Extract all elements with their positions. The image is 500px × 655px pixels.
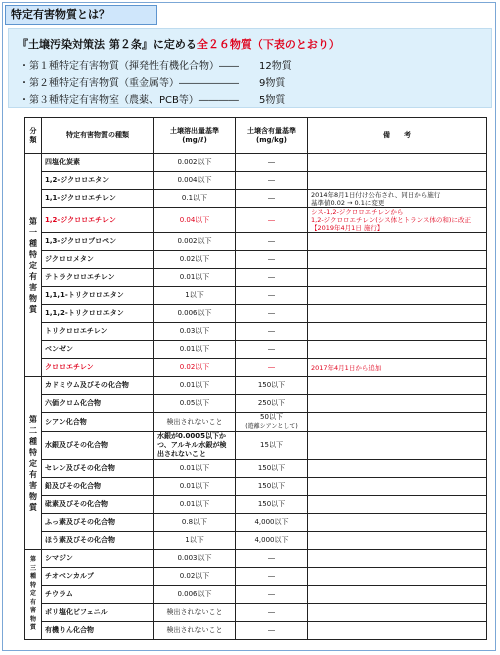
table-row <box>25 622 487 640</box>
content-standard <box>236 532 308 550</box>
content-standard: ― <box>236 287 308 305</box>
leach-standard: 0.006以下 <box>154 305 236 323</box>
content-standard: ― <box>236 208 308 233</box>
category-label <box>25 154 42 377</box>
content-standard <box>236 395 308 413</box>
table-row <box>25 208 487 233</box>
table-row <box>25 251 487 269</box>
substance-name: 有機りん化合物 <box>42 622 154 640</box>
table-row <box>25 478 487 496</box>
substance-name: チウラム <box>42 586 154 604</box>
content-value: 50以下 <box>260 413 283 421</box>
content-standard: ― <box>236 233 308 251</box>
intro-item-type2 <box>19 74 285 89</box>
intro-item-type1 <box>19 57 292 72</box>
header-content-unit: (mg/kg) <box>256 135 287 144</box>
note <box>308 323 487 341</box>
content-value: 150以下 <box>257 464 286 472</box>
substance-name: 1,2-ジクロロエチレン <box>42 208 154 233</box>
content-standard <box>236 413 308 432</box>
note <box>308 604 487 622</box>
category-label <box>25 377 42 550</box>
table-row <box>25 604 487 622</box>
substance-name: テトラクロロエチレン <box>42 269 154 287</box>
header-leach-standard <box>154 118 236 154</box>
content-standard: ― <box>236 622 308 640</box>
content-standard: ― <box>236 359 308 377</box>
note <box>308 550 487 568</box>
note <box>308 460 487 478</box>
substance-name: 六価クロム化合物 <box>42 395 154 413</box>
intro-item-type3 <box>19 91 285 106</box>
intro-heading-highlight: 全２６物質（下表のとおり） <box>196 38 340 51</box>
note <box>308 172 487 190</box>
header-note: 備 考 <box>308 118 487 154</box>
substance-name: 1,1,1-トリクロロエタン <box>42 287 154 305</box>
content-standard: ― <box>236 154 308 172</box>
note <box>308 287 487 305</box>
content-value: 150以下 <box>257 381 286 389</box>
substance-name: ふっ素及びその化合物 <box>42 514 154 532</box>
note <box>308 622 487 640</box>
category-label <box>25 550 42 640</box>
substance-name: シアン化合物 <box>42 413 154 432</box>
content-standard: ― <box>236 251 308 269</box>
table-row <box>25 287 487 305</box>
table-row <box>25 233 487 251</box>
table-row <box>25 432 487 460</box>
content-standard: ― <box>236 550 308 568</box>
header-content-standard <box>236 118 308 154</box>
content-standard: ― <box>236 323 308 341</box>
leach-standard: 0.02以下 <box>154 359 236 377</box>
content-standard: ― <box>236 190 308 208</box>
content-value: 250以下 <box>257 399 286 407</box>
leach-standard: 0.02以下 <box>154 251 236 269</box>
intro-item-label: ・第１種特定有害物質（揮発性有機化合物）―― <box>19 61 239 72</box>
substance-name: ベンゼン <box>42 341 154 359</box>
leach-standard: 0.05以下 <box>154 395 236 413</box>
substance-name: トリクロロエチレン <box>42 323 154 341</box>
leach-standard: 0.01以下 <box>154 496 236 514</box>
note <box>308 496 487 514</box>
leach-standard: 0.01以下 <box>154 341 236 359</box>
substance-name: 1,3-ジクロロプロペン <box>42 233 154 251</box>
leach-standard: 検出されないこと <box>154 604 236 622</box>
table-row <box>25 377 487 395</box>
leach-standard: 0.003以下 <box>154 550 236 568</box>
intro-heading-prefix: 『土壌汚染対策法 第２条』に定める <box>17 38 197 51</box>
substance-name: ジクロロメタン <box>42 251 154 269</box>
leach-standard: 0.8以下 <box>154 514 236 532</box>
note <box>308 478 487 496</box>
content-value: 4,000以下 <box>254 536 289 544</box>
content-value: 15以下 <box>260 441 283 449</box>
table-row <box>25 413 487 432</box>
note <box>308 377 487 395</box>
substance-name: 1,1-ジクロロエチレン <box>42 190 154 208</box>
intro-item-label: ・第３種特定有害物室（農薬、PCB等）―――― <box>19 95 239 106</box>
note <box>308 341 487 359</box>
leach-standard: 0.01以下 <box>154 269 236 287</box>
table-row <box>25 305 487 323</box>
note: シス-1,2-ジクロロエチレンから 1,2-ジクロロエチレン(シス体とトランス体の和)に改正 【2019年4月1日 施行】 <box>308 208 487 233</box>
intro-heading <box>17 36 340 52</box>
table-row <box>25 172 487 190</box>
note <box>308 154 487 172</box>
table-row <box>25 269 487 287</box>
content-value: 150以下 <box>257 500 286 508</box>
note <box>308 395 487 413</box>
category-text: 第二種特定有害物質 <box>29 414 37 512</box>
table-row <box>25 190 487 208</box>
leach-standard: 0.006以下 <box>154 586 236 604</box>
substance-name: 1,2-ジクロロエタン <box>42 172 154 190</box>
content-standard <box>236 460 308 478</box>
leach-standard: 1以下 <box>154 287 236 305</box>
table-row <box>25 514 487 532</box>
note: 2017年4月1日から追加 <box>308 359 487 377</box>
content-standard <box>236 377 308 395</box>
substance-name: 四塩化炭素 <box>42 154 154 172</box>
table-row <box>25 532 487 550</box>
content-standard: ― <box>236 269 308 287</box>
content-subnote: (遊離シアンとして) <box>245 423 298 430</box>
leach-standard: 1以下 <box>154 532 236 550</box>
leach-standard: 0.01以下 <box>154 478 236 496</box>
substances-table <box>24 117 487 640</box>
table-row <box>25 586 487 604</box>
substance-name: 1,1,2-トリクロロエタン <box>42 305 154 323</box>
intro-item-label: ・第２種特定有害物質（重金属等）―――――― <box>19 78 239 89</box>
intro-item-count: 5物質 <box>259 95 286 106</box>
content-standard <box>236 496 308 514</box>
substance-name: 水銀及びその化合物 <box>42 432 154 460</box>
table-row <box>25 359 487 377</box>
leach-standard: 0.04以下 <box>154 208 236 233</box>
content-standard <box>236 432 308 460</box>
note <box>308 233 487 251</box>
leach-standard: 0.004以下 <box>154 172 236 190</box>
leach-standard: 0.002以下 <box>154 154 236 172</box>
leach-standard: 検出されないこと <box>154 622 236 640</box>
page-title: 特定有害物質とは？ <box>5 5 157 25</box>
header-category: 分類 <box>25 118 42 154</box>
note <box>308 269 487 287</box>
leach-standard: 0.03以下 <box>154 323 236 341</box>
table-row <box>25 496 487 514</box>
table-row <box>25 395 487 413</box>
header-leach-label: 土壌溶出量基準 <box>170 126 219 135</box>
content-standard <box>236 478 308 496</box>
note <box>308 568 487 586</box>
leach-standard: 0.02以下 <box>154 568 236 586</box>
substance-name: カドミウム及びその化合物 <box>42 377 154 395</box>
intro-box <box>8 28 492 108</box>
substance-name: クロロエチレン <box>42 359 154 377</box>
leach-standard: 検出されないこと <box>154 413 236 432</box>
intro-item-count: 12物質 <box>259 61 292 72</box>
note <box>308 251 487 269</box>
table-row <box>25 460 487 478</box>
leach-standard: 0.01以下 <box>154 460 236 478</box>
header-substance-name: 特定有害物質の種類 <box>42 118 154 154</box>
leach-standard: 0.002以下 <box>154 233 236 251</box>
leach-standard: 水銀が0.0005以下かつ、アルキル水銀が検出されないこと <box>154 432 236 460</box>
note <box>308 413 487 432</box>
substance-name: ポリ塩化ビフェニル <box>42 604 154 622</box>
substance-name: シマジン <box>42 550 154 568</box>
content-standard: ― <box>236 341 308 359</box>
content-standard: ― <box>236 568 308 586</box>
intro-item-count: 9物質 <box>259 78 286 89</box>
note <box>308 514 487 532</box>
note <box>308 532 487 550</box>
substance-name: 鉛及びその化合物 <box>42 478 154 496</box>
table-row <box>25 341 487 359</box>
leach-standard: 0.1以下 <box>154 190 236 208</box>
table-row <box>25 323 487 341</box>
content-value: 150以下 <box>257 482 286 490</box>
category-text: 第一種特定有害物質 <box>29 216 37 314</box>
content-standard: ― <box>236 172 308 190</box>
substance-name: セレン及びその化合物 <box>42 460 154 478</box>
category-text: 第三種特定有害物質 <box>29 556 36 632</box>
note <box>308 432 487 460</box>
note <box>308 305 487 323</box>
header-leach-unit: (mg/ℓ) <box>182 135 207 144</box>
header-content-label: 土壌含有量基準 <box>247 126 296 135</box>
content-standard: ― <box>236 604 308 622</box>
substance-name: 砒素及びその化合物 <box>42 496 154 514</box>
table-header-row <box>25 118 487 154</box>
content-standard: ― <box>236 586 308 604</box>
table-row <box>25 550 487 568</box>
note: 2014年8月1日付け公布され、同日から施行 基準値0.02 → 0.1に変更 <box>308 190 487 208</box>
substance-name: ほう素及びその化合物 <box>42 532 154 550</box>
content-value: 4,000以下 <box>254 518 289 526</box>
table-row <box>25 568 487 586</box>
leach-standard: 0.01以下 <box>154 377 236 395</box>
content-standard: ― <box>236 305 308 323</box>
table-row <box>25 154 487 172</box>
note <box>308 586 487 604</box>
content-standard <box>236 514 308 532</box>
substance-name: チオベンカルブ <box>42 568 154 586</box>
